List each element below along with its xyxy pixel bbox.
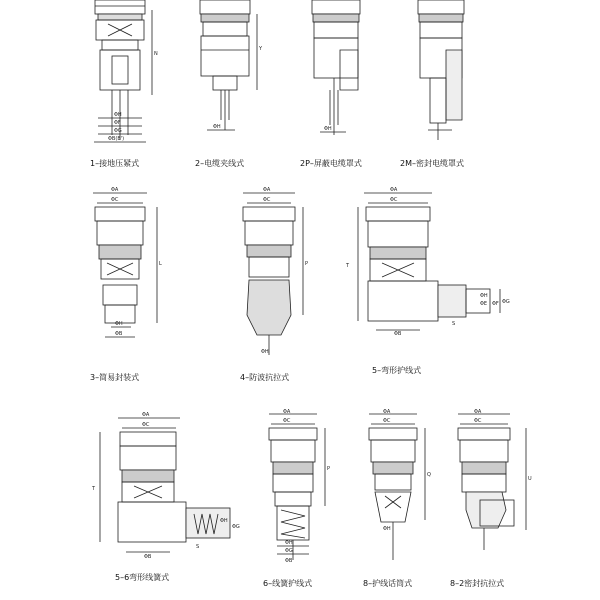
caption-7: 5–弯形护线式 <box>372 366 422 375</box>
fig9-g-label: ΦG <box>285 548 293 554</box>
fig9-a-label: ΦA <box>283 409 291 415</box>
figure-9-drawing <box>255 410 350 600</box>
fig7-b-label: ΦB <box>394 331 402 337</box>
caption-10: 8–护线话筒式 <box>363 579 413 588</box>
figure-4-drawing <box>400 0 490 175</box>
fig2-y-label: Y <box>259 46 263 52</box>
fig6-c-label: ΦC <box>263 197 271 203</box>
figure-3 <box>300 0 390 175</box>
figure-1 <box>90 0 170 175</box>
figure-4 <box>400 0 490 175</box>
fig5-h-label: ΦH <box>115 321 123 327</box>
figure-3-drawing <box>300 0 390 175</box>
fig9-p-label: P <box>327 466 331 472</box>
fig11-u-label: U <box>528 476 532 482</box>
fig7-g-label: ΦG <box>502 299 510 305</box>
fig8-c-label: ΦC <box>142 422 150 428</box>
fig8-h-label: ΦH <box>220 518 228 524</box>
fig1-f-label: ΦF <box>114 120 121 126</box>
fig8-s-label: S <box>196 544 200 550</box>
fig7-h-label: ΦH <box>480 293 488 299</box>
caption-5: 3–简易封装式 <box>90 373 140 382</box>
figure-7 <box>340 185 520 385</box>
fig3-h-label: ΦH <box>324 126 332 132</box>
fig5-a-label: ΦA <box>111 187 119 193</box>
caption-8: 5–6弯形线簧式 <box>115 573 170 582</box>
fig11-a-label: ΦA <box>474 409 482 415</box>
fig9-c-label: ΦC <box>283 418 291 424</box>
fig9-b-label: ΦB <box>285 558 293 564</box>
fig8-b-label: ΦB <box>144 554 152 560</box>
fig7-s-label: S <box>452 321 456 327</box>
fig6-h-label: ΦH <box>261 349 269 355</box>
fig5-c-label: ΦC <box>111 197 119 203</box>
fig7-t-label: T <box>346 263 350 269</box>
fig9-h-label: ΦH <box>285 540 293 546</box>
fig10-c-label: ΦC <box>383 418 391 424</box>
figure-6-drawing <box>225 185 325 385</box>
fig5-l-label: L <box>159 261 162 267</box>
caption-4: 2M–密封电缆罩式 <box>400 159 464 168</box>
fig1-n-label: N <box>154 51 158 57</box>
figure-5 <box>85 185 185 385</box>
figure-11 <box>450 410 560 600</box>
fig10-h-label: ΦH <box>383 526 391 532</box>
figure-7-drawing <box>340 185 520 385</box>
caption-3: 2P–屏蔽电缆罩式 <box>300 159 362 168</box>
fig2-h-label: ΦH <box>213 124 221 130</box>
figure-2 <box>195 0 280 175</box>
caption-11: 8–2密封抗拉式 <box>450 579 505 588</box>
figure-10 <box>355 410 450 600</box>
figure-11-drawing <box>450 410 560 600</box>
figure-5-drawing <box>85 185 185 385</box>
figure-2-drawing <box>195 0 280 175</box>
figure-1-drawing <box>90 0 170 175</box>
fig10-q-label: Q <box>427 472 431 478</box>
figure-8-drawing <box>90 410 250 600</box>
fig6-a-label: ΦA <box>263 187 271 193</box>
fig11-c-label: ΦC <box>474 418 482 424</box>
fig8-g-label: ΦG <box>232 524 240 530</box>
fig5-b-label: ΦB <box>115 331 123 337</box>
fig10-a-label: ΦA <box>383 409 391 415</box>
fig7-c-label: ΦC <box>390 197 398 203</box>
fig1-g-label: ΦG <box>114 128 122 134</box>
fig7-f-label: ΦF <box>492 301 499 307</box>
fig8-a-label: ΦA <box>142 412 150 418</box>
caption-1: 1–接地压紧式 <box>90 159 140 168</box>
fig1-b-label: ΦB(B') <box>108 136 125 142</box>
fig8-t-label: T <box>92 486 96 492</box>
fig7-a-label: ΦA <box>390 187 398 193</box>
fig1-h-label: ΦH <box>114 112 122 118</box>
fig6-p-label: P <box>305 261 309 267</box>
figure-8 <box>90 410 250 600</box>
fig7-e-label: ΦE <box>480 301 488 307</box>
figure-6 <box>225 185 325 385</box>
figure-9 <box>255 410 350 600</box>
caption-6: 4–防波抗拉式 <box>240 373 290 382</box>
figure-10-drawing <box>355 410 450 600</box>
caption-9: 6–线簧护线式 <box>263 579 313 588</box>
caption-2: 2–电缆夹线式 <box>195 159 245 168</box>
